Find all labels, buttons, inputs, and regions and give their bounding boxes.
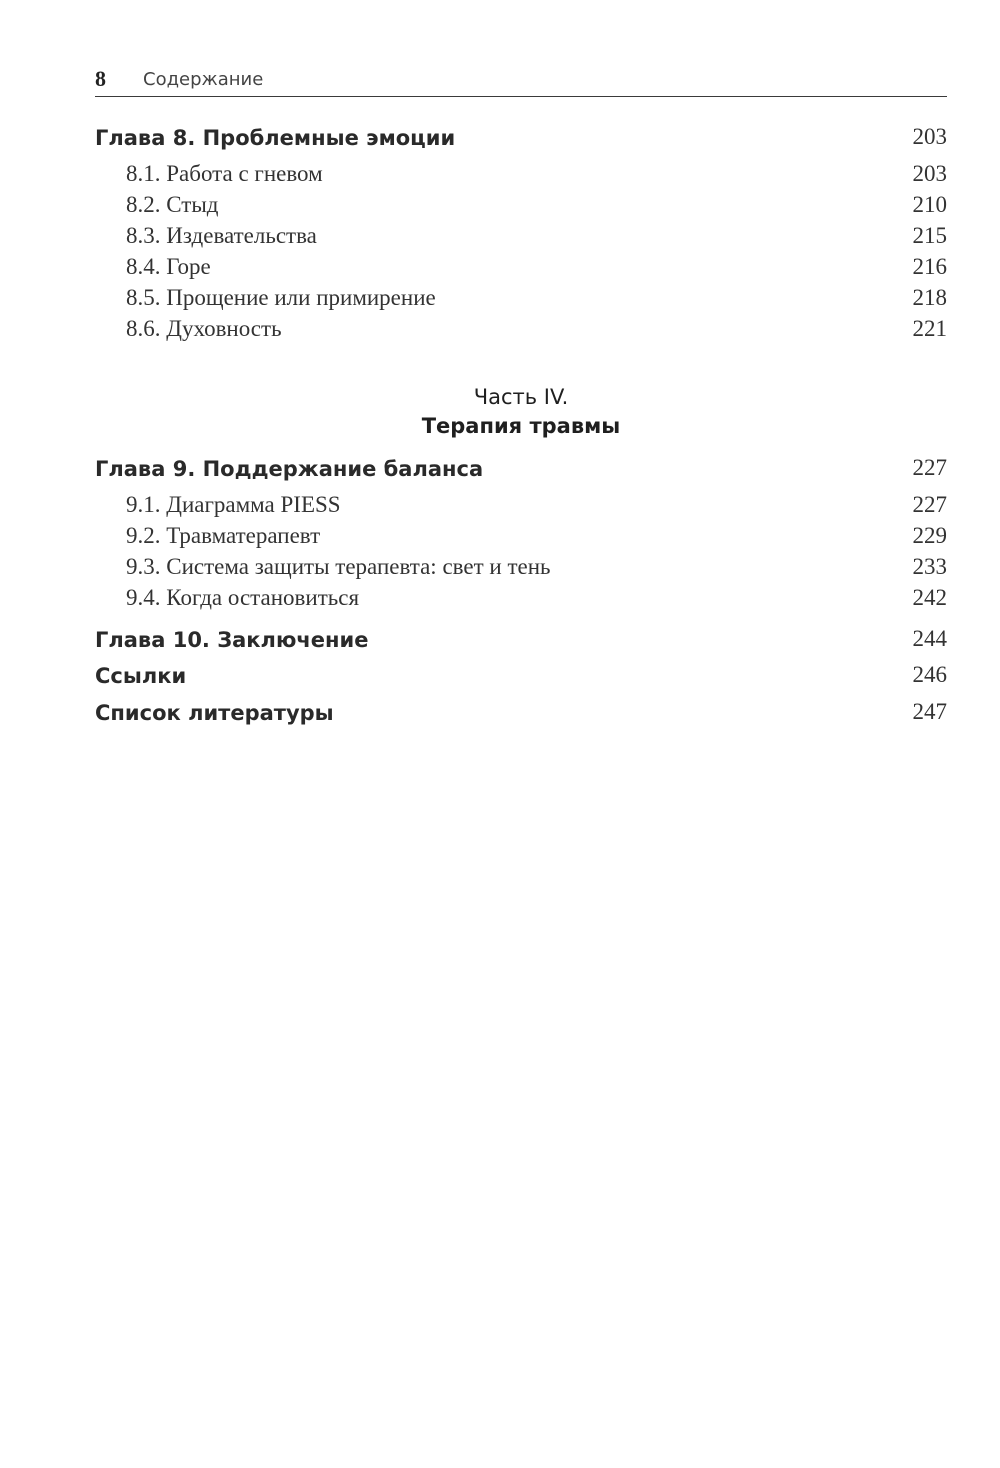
toc-entry-title: Список литературы: [95, 701, 334, 725]
toc-entry-section-8-6[interactable]: [95, 316, 947, 346]
toc-entry-section-9-1[interactable]: [95, 492, 947, 522]
toc-entry-section-9-3[interactable]: [95, 554, 947, 584]
toc-entry-references[interactable]: [95, 662, 947, 692]
toc-entry-title: 8.3. Издевательства: [126, 223, 317, 248]
toc-entry-page: 203: [912, 161, 947, 186]
toc-entry-chapter-9[interactable]: [95, 455, 947, 485]
toc-entry-page: 221: [912, 316, 947, 341]
toc-entry-section-8-3[interactable]: [95, 223, 947, 253]
toc-entry-title: 8.4. Горе: [126, 254, 211, 279]
part-label: Часть IV.: [473, 385, 569, 409]
toc-entry-title: 9.4. Когда остановиться: [126, 585, 360, 610]
toc-entry-section-8-2[interactable]: [95, 192, 947, 222]
toc-entry-chapter-10[interactable]: [95, 626, 947, 656]
toc-entry-page: 215: [912, 223, 947, 248]
toc-entry-title: 8.5. Прощение или примирение: [126, 285, 436, 310]
toc-entry-page: 246: [912, 662, 947, 687]
toc-entry-title: Ссылки: [95, 664, 187, 688]
toc-entry-title: 8.6. Духовность: [126, 316, 282, 341]
toc-entry-title: 9.2. Травматерапевт: [126, 523, 321, 548]
toc-entry-bibliography[interactable]: [95, 699, 947, 729]
toc-entry-title: Глава 8. Проблемные эмоции: [95, 126, 456, 150]
toc-entry-page: 216: [912, 254, 947, 279]
toc-entry-page: 229: [912, 523, 947, 548]
toc-entry-page: 210: [912, 192, 947, 217]
toc-entry-title: Глава 9. Поддержание баланса: [95, 457, 484, 481]
toc-entry-chapter-8[interactable]: [95, 124, 947, 154]
toc-entry-title: Глава 10. Заключение: [95, 628, 369, 652]
toc-entry-section-8-5[interactable]: [95, 285, 947, 315]
toc-entry-page: 242: [912, 585, 947, 610]
toc-entry-page: 203: [912, 124, 947, 149]
toc-entry-title: 8.1. Работа с гневом: [126, 161, 323, 186]
toc-entry-title: 9.1. Диаграмма PIESS: [126, 492, 341, 517]
toc-entry-page: 218: [912, 285, 947, 310]
page-number: 8: [95, 66, 106, 91]
running-title: Содержание: [143, 69, 264, 90]
toc-entry-section-8-4[interactable]: [95, 254, 947, 284]
toc-entry-page: 233: [912, 554, 947, 579]
toc-entry-section-9-4[interactable]: [95, 585, 947, 615]
toc-entry-page: 227: [912, 492, 947, 517]
toc-entry-section-9-2[interactable]: [95, 523, 947, 553]
toc-entry-section-8-1[interactable]: [95, 161, 947, 191]
page-header: [95, 62, 947, 97]
part-title: Терапия травмы: [421, 414, 621, 438]
toc-entry-page: 244: [912, 626, 947, 651]
toc-entry-title: 9.3. Система защиты терапевта: свет и тень: [126, 554, 551, 579]
toc-entry-page: 227: [912, 455, 947, 480]
toc-entry-page: 247: [912, 699, 947, 724]
toc-entry-title: 8.2. Стыд: [126, 192, 219, 217]
